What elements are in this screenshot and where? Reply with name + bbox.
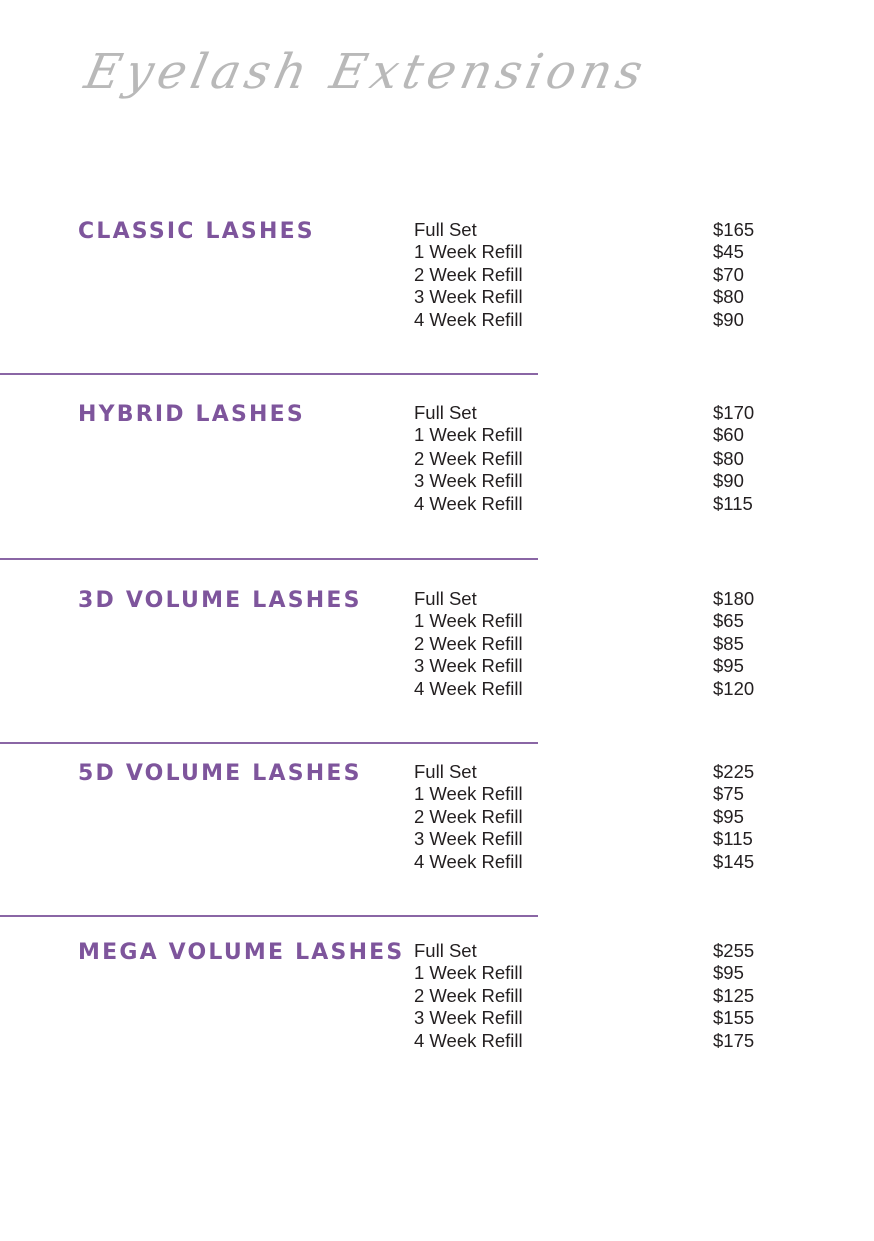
- service-name: 4 Week Refill: [414, 677, 523, 699]
- service-price: $180: [713, 588, 755, 609]
- price-row: [414, 783, 774, 805]
- price-list: [414, 402, 774, 515]
- service-name: 4 Week Refill: [414, 850, 523, 872]
- price-row: [414, 828, 774, 850]
- price-row: [414, 588, 774, 610]
- price-row: [414, 678, 774, 700]
- service-price: $175: [713, 1029, 755, 1051]
- price-list: [414, 940, 774, 1052]
- price-row: [414, 493, 774, 515]
- section-divider: [0, 915, 538, 917]
- price-row: [414, 851, 774, 873]
- service-name: 3 Week Refill: [414, 655, 523, 677]
- service-price: $60: [713, 424, 744, 446]
- service-name: Full Set: [414, 402, 477, 423]
- price-row: [414, 610, 774, 632]
- service-price: $145: [713, 850, 755, 872]
- service-price: $95: [713, 962, 744, 984]
- service-price: $170: [713, 402, 755, 423]
- section-divider: [0, 558, 538, 560]
- service-price: $225: [713, 761, 755, 782]
- service-name: 1 Week Refill: [414, 962, 523, 984]
- price-row: [414, 447, 774, 470]
- price-list: [414, 761, 774, 873]
- service-price: $125: [713, 984, 755, 1006]
- section-divider: [0, 373, 538, 375]
- service-price: $120: [713, 677, 755, 699]
- price-row: [414, 985, 774, 1007]
- price-row: [414, 264, 774, 286]
- price-row: [414, 286, 774, 308]
- service-price: $95: [713, 805, 744, 827]
- price-row: [414, 241, 774, 263]
- price-row: [414, 761, 774, 783]
- service-price: $95: [713, 655, 744, 677]
- section-divider: [0, 742, 538, 744]
- section-title: 3D VOLUME LASHES: [78, 588, 362, 613]
- service-price: $65: [713, 610, 744, 632]
- service-name: 2 Week Refill: [414, 984, 523, 1006]
- service-price: $165: [713, 219, 755, 240]
- page-title: Eyelash Extensions: [80, 44, 653, 100]
- service-price: $115: [713, 828, 753, 850]
- price-row: [414, 806, 774, 828]
- section-title: CLASSIC LASHES: [78, 219, 315, 244]
- service-price: $255: [713, 940, 755, 961]
- service-price: $115: [713, 492, 753, 514]
- price-row: [414, 309, 774, 331]
- service-name: 3 Week Refill: [414, 828, 523, 850]
- section-title: 5D VOLUME LASHES: [78, 761, 362, 786]
- service-name: 1 Week Refill: [414, 424, 523, 446]
- service-name: 3 Week Refill: [414, 470, 523, 492]
- service-name: 1 Week Refill: [414, 783, 523, 805]
- service-name: Full Set: [414, 761, 477, 782]
- price-row: [414, 402, 774, 424]
- price-row: [414, 655, 774, 677]
- service-price: $90: [713, 308, 744, 330]
- price-row: [414, 633, 774, 655]
- service-name: 2 Week Refill: [414, 805, 523, 827]
- service-name: 1 Week Refill: [414, 610, 523, 632]
- service-name: Full Set: [414, 219, 477, 240]
- service-name: 4 Week Refill: [414, 1029, 523, 1051]
- service-name: Full Set: [414, 588, 477, 609]
- service-price: $45: [713, 241, 744, 263]
- service-price: $155: [713, 1007, 755, 1029]
- service-name: 2 Week Refill: [414, 447, 523, 469]
- price-row: [414, 470, 774, 492]
- service-name: 1 Week Refill: [414, 241, 523, 263]
- price-row: [414, 1007, 774, 1029]
- section-title: MEGA VOLUME LASHES: [78, 940, 405, 965]
- service-price: $80: [713, 447, 744, 469]
- price-list: [414, 588, 774, 700]
- service-name: 4 Week Refill: [414, 492, 523, 514]
- price-row: [414, 424, 774, 446]
- service-price: $85: [713, 632, 744, 654]
- service-name: 3 Week Refill: [414, 286, 523, 308]
- price-row: [414, 219, 774, 241]
- service-name: 3 Week Refill: [414, 1007, 523, 1029]
- service-price: $90: [713, 470, 744, 492]
- service-price: $80: [713, 286, 744, 308]
- service-name: 2 Week Refill: [414, 263, 523, 285]
- service-price: $75: [713, 783, 744, 805]
- section-title: HYBRID LASHES: [78, 402, 305, 427]
- price-list: [414, 219, 774, 331]
- service-name: Full Set: [414, 940, 477, 961]
- service-name: 4 Week Refill: [414, 308, 523, 330]
- service-name: 2 Week Refill: [414, 632, 523, 654]
- service-price: $70: [713, 263, 744, 285]
- price-row: [414, 962, 774, 984]
- price-row: [414, 1030, 774, 1052]
- price-row: [414, 940, 774, 962]
